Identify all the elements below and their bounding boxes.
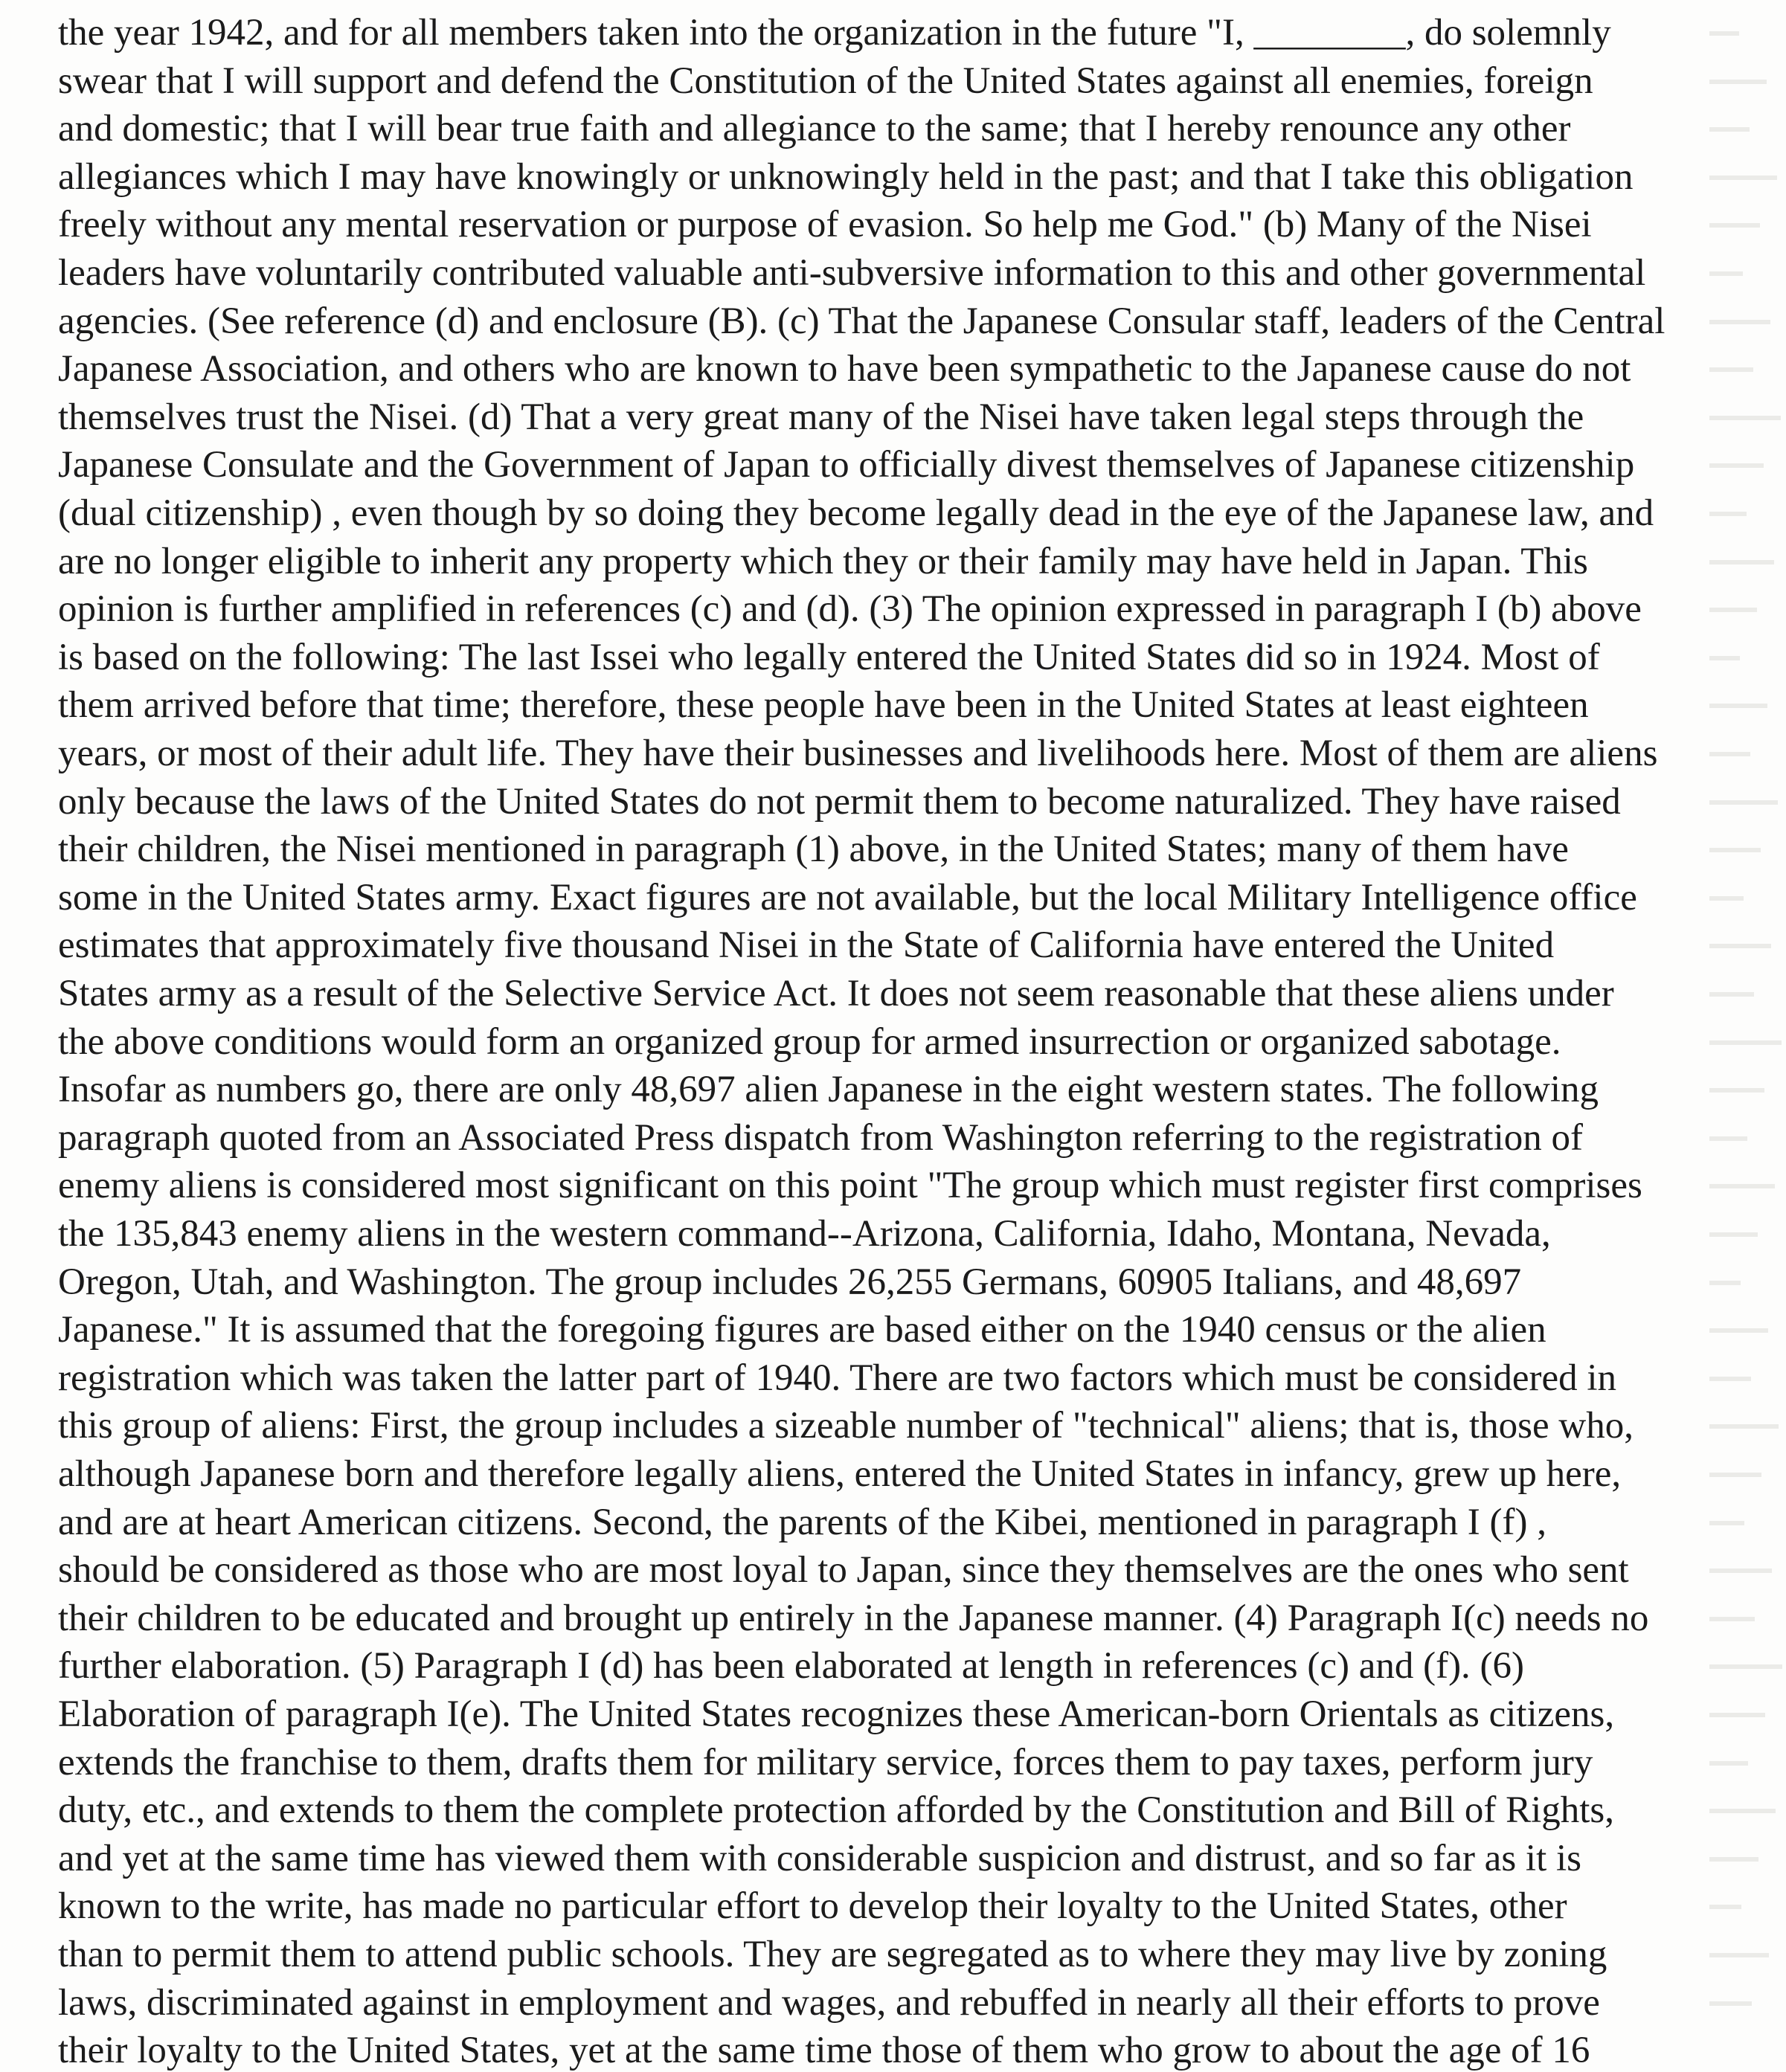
bleed-mark [1709,1761,1748,1766]
bleed-mark [1709,992,1754,997]
text-line: enemy aliens is considered most significant on this point "The group which must register first comprises [58,1165,1642,1207]
text-line: this group of aliens: First, the group includes a sizeable number of "technical" aliens; that is, those who, [58,1405,1634,1447]
bleed-mark [1709,127,1750,132]
bleed-mark [1709,1521,1744,1525]
bleed-mark [1709,800,1778,805]
bleed-mark [1709,1184,1775,1188]
bleed-mark [1709,1617,1755,1621]
text-line: Japanese Association, and others who are known to have been sympathetic to the Japanese cause do not [58,348,1631,390]
bleed-through-margin [1703,0,1786,2072]
bleed-mark [1709,1905,1741,1909]
bleed-mark [1709,1328,1768,1333]
text-line: only because the laws of the United States do not permit them to become naturalized. They have raised [58,780,1621,823]
bleed-mark [1709,223,1760,228]
text-line: their children to be educated and brought up entirely in the Japanese manner. (4) Paragraph I(c) needs no [58,1597,1649,1639]
text-line: duty, etc., and extends to them the complete protection afforded by the Constitution and Bill of Rights, [58,1789,1615,1832]
text-line: allegiances which I may have knowingly or unknowingly held in the past; and that I take this obligation [58,155,1634,198]
bleed-mark [1709,80,1767,84]
bleed-mark [1709,1281,1741,1285]
text-line: Japanese." It is assumed that the foregoing figures are based either on the 1940 census or the alien [58,1309,1546,1351]
text-line: opinion is further amplified in references (c) and (d). (3) The opinion expressed in paragraph I (b) above [58,588,1642,631]
bleed-mark [1709,1953,1769,1957]
text-line: their loyalty to the United States, yet at the same time those of them who grow to about the age of 16 [58,2030,1590,2072]
text-line: further elaboration. (5) Paragraph I (d) has been elaborated at length in references (c) and (f). (6) [58,1645,1525,1687]
bleed-mark [1709,1136,1747,1141]
text-line: and yet at the same time has viewed them with considerable suspicion and distrust, and so far as it is [58,1837,1582,1879]
bleed-mark [1709,463,1764,468]
bleed-mark [1709,416,1781,420]
text-line: are no longer eligible to inherit any property which they or their family may have held in Japan. This [58,540,1588,582]
text-line: Japanese Consulate and the Government of Japan to officially divest themselves of Japanese citizenship [58,444,1635,486]
text-line: and are at heart American citizens. Second, the parents of the Kibei, mentioned in paragraph I (f) , [58,1501,1546,1543]
bleed-mark [1709,1232,1758,1237]
text-line: and domestic; that I will bear true faith and allegiance to the same; that I hereby renounce any other [58,108,1571,150]
bleed-mark [1709,1424,1779,1429]
text-line: leaders have voluntarily contributed valuable anti-subversive information to this and other governmental [58,252,1646,294]
text-line: some in the United States army. Exact figures are not available, but the local Military Intelligence office [58,876,1637,918]
bleed-mark [1709,1040,1782,1045]
bleed-mark [1709,560,1774,564]
text-line: should be considered as those who are most loyal to Japan, since they themselves are the ones who sent [58,1549,1629,1592]
text-line: estimates that approximately five thousand Nisei in the State of California have entered the United [58,924,1555,967]
bleed-mark [1709,512,1747,516]
bleed-mark [1709,896,1744,901]
bleed-mark [1709,1473,1761,1477]
bleed-mark [1709,1713,1765,1717]
bleed-mark [1709,1569,1772,1573]
text-line: Elaboration of paragraph I(e). The United States recognizes these American-born Orientals as citizens, [58,1693,1615,1735]
text-line: (dual citizenship) , even though by so doing they become legally dead in the eye of the Japanese law, and [58,492,1654,534]
bleed-mark [1709,2001,1752,2006]
bleed-mark [1709,608,1757,612]
bleed-mark [1709,1809,1776,1813]
bleed-mark [1709,367,1753,372]
text-line: their children, the Nisei mentioned in paragraph (1) above, in the United States; many of them have [58,829,1569,871]
text-line: the year 1942, and for all members taken into the organization in the future "I, ________, do solemnly [58,12,1611,54]
bleed-mark [1709,1664,1782,1669]
text-line: the above conditions would form an organized group for armed insurrection or organized sabotage. [58,1020,1561,1063]
text-line: paragraph quoted from an Associated Press dispatch from Washington referring to the registration of [58,1116,1583,1159]
text-line: years, or most of their adult life. They have their businesses and livelihoods here. Most of them are aliens [58,733,1658,774]
text-line: them arrived before that time; therefore, these people have been in the United States at least eighteen [58,684,1589,727]
bleed-mark [1709,752,1750,756]
text-line: Insofar as numbers go, there are only 48,697 alien Japanese in the eight western states. The following [58,1069,1599,1111]
text-line: than to permit them to attend public schools. They are segregated as to where they may live by zoning [58,1934,1607,1975]
text-line: freely without any mental reservation or purpose of evasion. So help me God." (b) Many of the Nisei [58,204,1592,246]
text-line: Oregon, Utah, and Washington. The group includes 26,255 Germans, 60905 Italians, and 48,697 [58,1261,1522,1303]
text-line: swear that I will support and defend the Constitution of the United States against all enemies, foreign [58,59,1593,102]
text-line: extends the franchise to them, drafts them for military service, forces them to pay taxes, perform jury [58,1741,1593,1783]
bleed-mark [1709,31,1739,36]
text-line: States army as a result of the Selective Service Act. It does not seem reasonable that these aliens under [58,973,1614,1014]
bleed-mark [1709,704,1767,708]
bleed-mark [1709,176,1777,180]
bleed-mark [1709,944,1771,948]
text-line: although Japanese born and therefore legally aliens, entered the United States in infancy, grew up here, [58,1453,1622,1495]
bleed-mark [1709,848,1761,852]
text-line: laws, discriminated against in employment and wages, and rebuffed in nearly all their efforts to prove [58,1981,1600,2024]
text-line: registration which was taken the latter part of 1940. There are two factors which must be considered in [58,1357,1617,1399]
bleed-mark [1709,320,1770,324]
bleed-mark [1709,1377,1751,1381]
text-line: agencies. (See reference (d) and enclosure (B). (c) That the Japanese Consular staff, leaders of the Central [58,300,1665,342]
bleed-mark [1709,271,1743,276]
text-line: themselves trust the Nisei. (d) That a very great many of the Nisei have taken legal steps through the [58,396,1584,438]
bleed-mark [1709,656,1740,660]
text-line: known to the write, has made no particular effort to develop their loyalty to the United States, other [58,1885,1567,1928]
text-line: is based on the following: The last Issei who legally entered the United States did so in 1924. Most of [58,636,1600,678]
text-line: the 135,843 enemy aliens in the western command--Arizona, California, Idaho, Montana, Nevada, [58,1213,1551,1255]
bleed-mark [1709,1857,1758,1862]
bleed-mark [1709,1088,1764,1093]
